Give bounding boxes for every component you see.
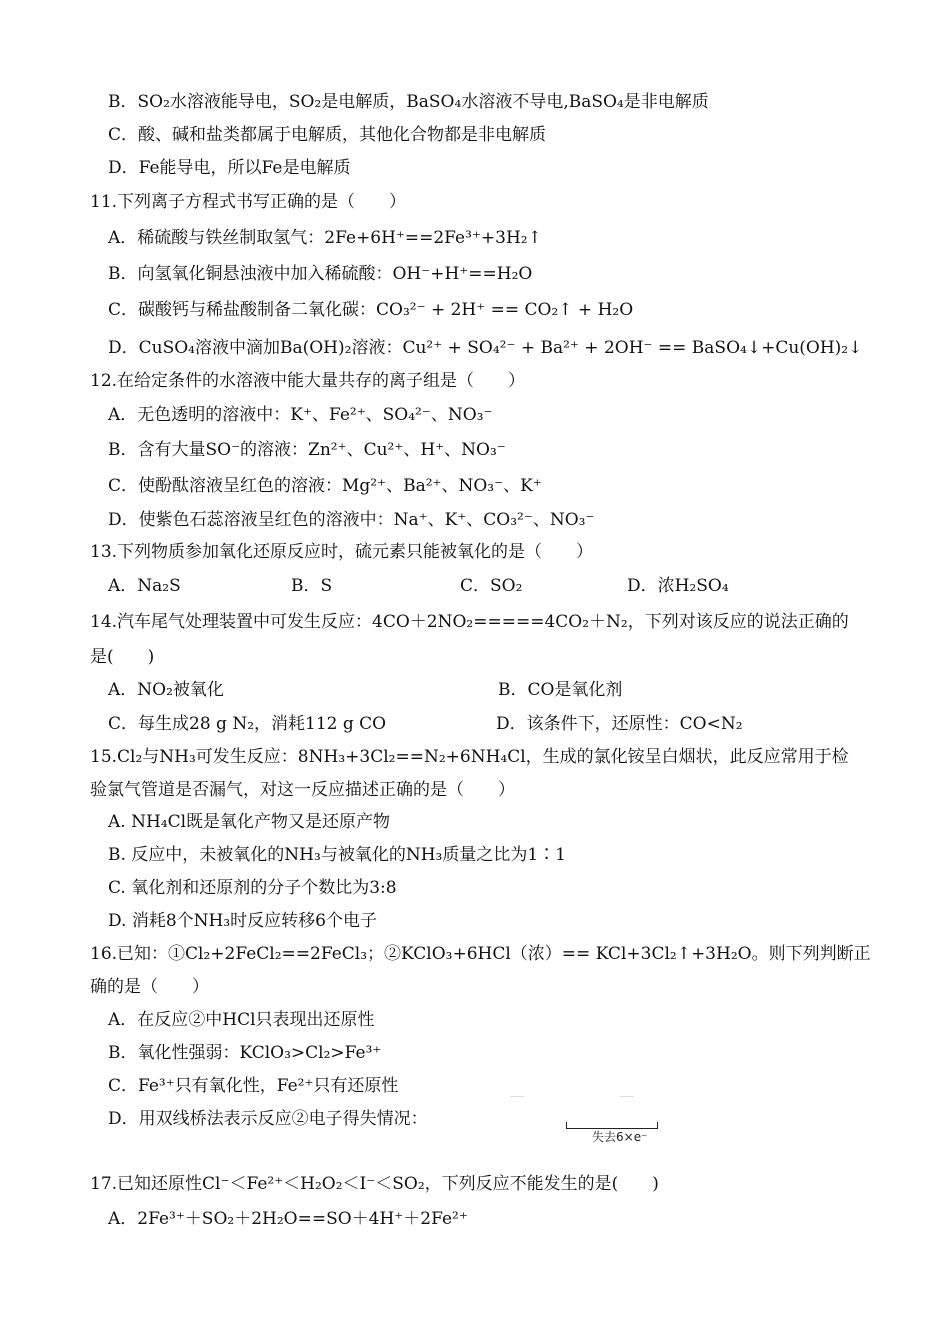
question-14-line2: 是( ) — [90, 647, 155, 667]
option-16d: D．用双线桥法表示反应②电子得失情况： — [108, 1109, 428, 1129]
option-15c: C. 氧化剂和还原剂的分子个数比为3:8 — [108, 878, 397, 898]
question-15-line2: 验氯气管道是否漏气，对这一反应描述正确的是（ ） — [90, 780, 515, 800]
option-16a: A．在反应②中HCl只表现出还原性 — [108, 1010, 375, 1030]
option-17a: A．2Fe³⁺＋SO₂＋2H₂O==SO＋4H⁺＋2Fe²⁺ — [108, 1209, 468, 1229]
question-16-line1: 16.已知：①Cl₂+2FeCl₂==2FeCl₃；②KClO₃+6HCl（浓）== KCl+3Cl₂↑+3H₂O。则下列判断正 — [90, 944, 871, 964]
option-16c: C．Fe³⁺只有氧化性，Fe²⁺只有还原性 — [108, 1076, 399, 1096]
faint-mark-right — [620, 1096, 634, 1097]
option-12b: B．含有大量SO⁻的溶液：Zn²⁺、Cu²⁺、H⁺、NO₃⁻ — [108, 440, 506, 460]
question-16-line2: 确的是（ ） — [90, 977, 209, 997]
line-10b: B．SO₂水溶液能导电，SO₂是电解质，BaSO₄水溶液不导电,BaSO₄是非电解质 — [108, 92, 709, 112]
option-13a: A．Na₂S — [108, 576, 181, 596]
question-14-line1: 14.汽车尾气处理装置中可发生反应：4CO＋2NO₂=====4CO₂＋N₂，下列对该反应的说法正确的 — [90, 612, 849, 632]
option-14b: B．CO是氧化剂 — [498, 680, 623, 700]
option-14a: A．NO₂被氧化 — [108, 680, 224, 700]
question-15-line1: 15.Cl₂与NH₃可发生反应：8NH₃+3Cl₂==N₂+6NH₄Cl，生成的氯化铵呈白烟状，此反应常用于检 — [90, 747, 849, 767]
option-12a: A．无色透明的溶液中：K⁺、Fe²⁺、SO₄²⁻、NO₃⁻ — [108, 405, 493, 425]
question-12: 12.在给定条件的水溶液中能大量共存的离子组是（ ） — [90, 371, 526, 391]
option-11b: B．向氢氧化铜悬浊液中加入稀硫酸：OH⁻+H⁺==H₂O — [108, 264, 533, 284]
double-bridge-diagram — [566, 1122, 658, 1152]
option-14c: C．每生成28 g N₂，消耗112 g CO — [108, 714, 387, 734]
question-13: 13.下列物质参加氧化还原反应时，硫元素只能被氧化的是（ ） — [90, 542, 594, 562]
option-14d: D．该条件下，还原性：CO<N₂ — [496, 714, 743, 734]
faint-mark-left — [510, 1096, 524, 1097]
option-15a: A. NH₄Cl既是氧化产物又是还原产物 — [108, 812, 391, 832]
option-11c: C．碳酸钙与稀盐酸制备二氧化碳：CO₃²⁻ + 2H⁺ == CO₂↑ + H₂O — [108, 300, 634, 320]
option-13b: B．S — [291, 576, 333, 596]
bridge-bracket — [566, 1122, 658, 1129]
option-15b: B. 反应中，未被氧化的NH₃与被氧化的NH₃质量之比为1∶1 — [108, 845, 566, 865]
question-17: 17.已知还原性Cl⁻＜Fe²⁺＜H₂O₂＜I⁻＜SO₂，下列反应不能发生的是( ) — [90, 1174, 659, 1194]
option-15d: D. 消耗8个NH₃时反应转移6个电子 — [108, 911, 377, 931]
option-16b: B．氧化性强弱：KClO₃>Cl₂>Fe³⁺ — [108, 1043, 382, 1063]
line-10c: C．酸、碱和盐类都属于电解质，其他化合物都是非电解质 — [108, 125, 547, 145]
option-13d: D．浓H₂SO₄ — [627, 576, 729, 596]
line-10d: D．Fe能导电，所以Fe是电解质 — [108, 158, 351, 178]
option-12c: C．使酚酞溶液呈红色的溶液：Mg²⁺、Ba²⁺、NO₃⁻、K⁺ — [108, 476, 542, 496]
option-13c: C．SO₂ — [460, 576, 523, 596]
option-11d: D．CuSO₄溶液中滴加Ba(OH)₂溶液：Cu²⁺ + SO₄²⁻ + Ba²⁺ + 2OH⁻ == BaSO₄↓+Cu(OH)₂↓ — [108, 338, 863, 358]
question-11: 11.下列离子方程式书写正确的是（ ） — [90, 192, 407, 212]
option-11a: A．稀硫酸与铁丝制取氢气：2Fe+6H⁺==2Fe³⁺+3H₂↑ — [108, 228, 542, 248]
option-12d: D．使紫色石蕊溶液呈红色的溶液中：Na⁺、K⁺、CO₃²⁻、NO₃⁻ — [108, 510, 595, 530]
bridge-label: 失去6×e⁻ — [592, 1130, 648, 1144]
